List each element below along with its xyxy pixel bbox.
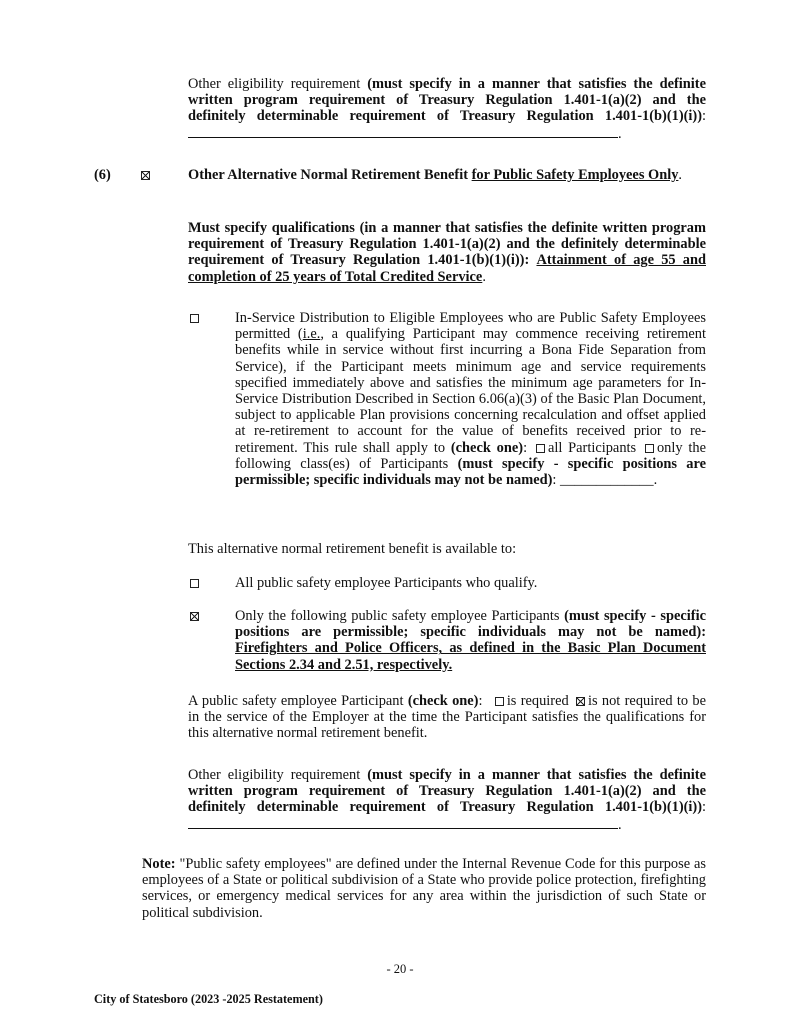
in-service-all-participants-label: all Participants [547,439,637,456]
only-following-public-safety-paragraph [235,608,706,673]
item-6-number: (6) [94,167,111,183]
page-number: - 20 - [386,962,414,976]
only-following-bold: (must specify - specific positions are permissible; specific individuals may not be named) [235,608,706,641]
top-eligibility-bold: (must specify in a manner that satisfies the definite written program requirement of Treasury Regulation 1.401-1(a)(2) and the definitely determinable requirement of Treasury Regulation 1.401-1(b)(1)(i)) [188,76,706,125]
bottom-eligibility-end: . [618,816,622,833]
in-service-paragraph [235,310,706,488]
qualifications-answer: Attainment of age 55 and completion of 25 years of Total Credited Service [188,252,706,285]
top-eligibility-lead: Other eligibility requirement [188,76,361,92]
in-service-colon: : [523,439,528,456]
bottom-eligibility-paragraph [188,767,706,833]
in-service-specify-bold: (must specify - specific positions are permissible; specific individuals may not be named) [235,455,706,489]
item-6-title-bold: Other Alternative Normal Retirement Benefit [188,167,472,183]
available-to-line: This alternative normal retirement benefit is available to: [188,541,517,557]
top-eligibility-blank[interactable] [188,125,618,138]
in-service-only-following-label: only the following class(es) of Participants [235,439,706,472]
service-req-check-one: (check one) [407,693,479,709]
in-service-all-participants-checkbox[interactable] [536,444,545,453]
in-service-end: . [653,472,658,489]
is-required-label: is required [506,693,569,709]
is-required-checkbox[interactable] [495,697,504,706]
only-following-public-safety-checkbox[interactable] [190,612,199,621]
in-service-check-one: (check one) [450,439,524,456]
service-req-text-a: A public safety employee Participant [188,693,404,709]
in-service-ie: i.e. [302,326,321,343]
qualifications-end: . [482,268,486,285]
in-service-text-b: , a qualifying Participant may commence receiving retirement benefits while in service without first incurring a Bona Fide Separation from Service), if the Participant meets minimum age and service requirements specified immediately above and satisfies the minimum age parameters for In-Service Distribution Described in Section 6.06(a)(3) of the Basic Plan Document, subject to applicable Plan provisions concerning recalculation and offset applied at re-retirement to account for the value of benefits received prior to re-retirement. This rule shall apply to [235,326,706,456]
all-public-safety-label: All public safety employee Participants who qualify. [235,575,538,591]
top-eligibility-end: . [618,125,622,142]
bottom-eligibility-blank[interactable] [188,816,618,829]
service-req-colon: : [478,693,483,709]
only-following-colon: : [701,624,706,641]
in-service-blank[interactable]: _____________ [560,472,654,489]
service-req-text-b: required to be in the service of the Employer at the time the Participant satisfies the qualifications for this alternative normal retirement benefit. [188,693,706,742]
in-service-colon-2: : [552,472,557,489]
in-service-text-a: In-Service Distribution to Eligible Employees who are Public Safety Employees permitted ( [235,310,706,343]
top-eligibility-paragraph [188,76,706,142]
is-not-label: is not [588,693,621,709]
all-public-safety-checkbox[interactable] [190,579,199,588]
is-not-required-checkbox[interactable] [576,697,585,706]
qualifications-paragraph [188,220,706,285]
note-label: Note: [142,856,176,872]
item-6-title-underlined: for Public Safety Employees Only [471,167,679,183]
in-service-checkbox[interactable] [190,314,199,323]
in-service-only-following-checkbox[interactable] [645,444,654,453]
note-text: "Public safety employees" are defined under the Internal Revenue Code for this purpose as employees of a State or political subdivision of a State who provide police protection, firefighting services, or emergency medical services for any area within the jurisdiction of such State or political subdivision. [142,856,706,921]
bottom-eligibility-bold: (must specify in a manner that satisfies the definite written program requirement of Treasury Regulation 1.401-1(a)(2) and the definitely determinable requirement of Treasury Regulation 1.401-1(b)(1)(i)) [188,767,706,816]
top-eligibility-colon: : [702,108,706,125]
bottom-eligibility-lead: Other eligibility requirement [188,767,361,783]
item-6-title [188,167,706,183]
only-following-text: Only the following public safety employee Participants [235,608,560,624]
item-6-checkbox[interactable] [141,171,150,180]
only-following-answer: Firefighters and Police Officers, as defined in the Basic Plan Document Sections 2.34 and 2.51, respectively. [235,640,706,673]
item-6-title-end: . [678,167,683,183]
service-requirement-paragraph [188,693,706,742]
qualifications-bold: Must specify qualifications (in a manner that satisfies the definite written program requirement of Treasury Regulation 1.401-1(a)(2) and the definitely determinable requirement of Treasury Regulation 1.401-1(b)(1)(i)): [188,220,706,269]
bottom-eligibility-colon: : [702,799,706,816]
note-paragraph [142,856,706,921]
footer-doc-title: City of Statesboro (2023 -2025 Restatement) [94,992,323,1006]
